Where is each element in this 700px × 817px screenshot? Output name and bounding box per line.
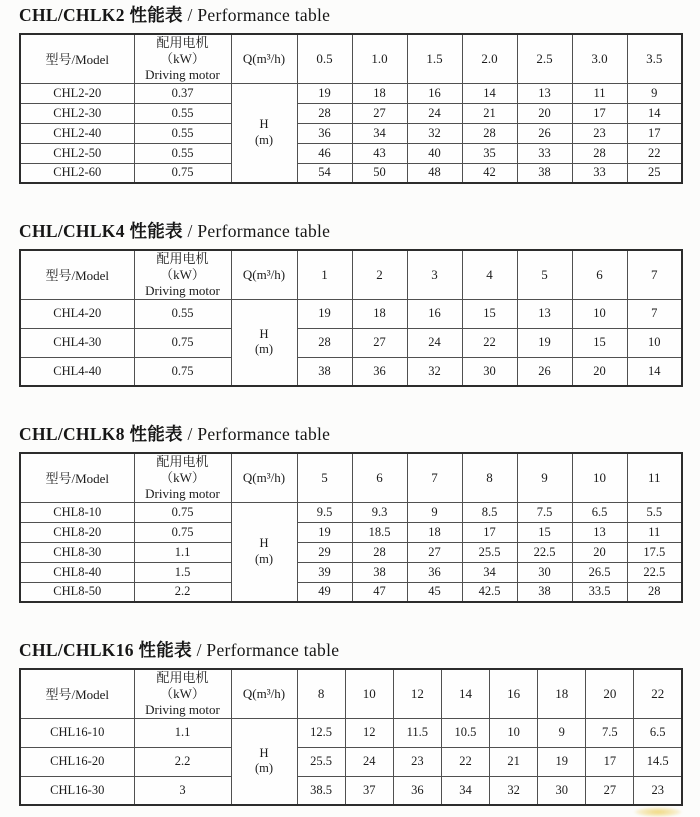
flow-value-header: 3.0 bbox=[572, 34, 627, 83]
flow-value-header: 0.5 bbox=[297, 34, 352, 83]
head-value-cell: 22.5 bbox=[627, 562, 682, 582]
head-unit-cell bbox=[231, 299, 297, 386]
head-value-cell: 34 bbox=[441, 776, 489, 805]
motor-column-header bbox=[134, 669, 231, 718]
head-value-cell: 27 bbox=[586, 776, 634, 805]
motor-label-cn: 配用电机（kW） bbox=[156, 670, 209, 701]
motor-kw-cell: 0.55 bbox=[134, 299, 231, 328]
section-title-en: / Performance table bbox=[187, 424, 331, 444]
head-value-cell: 10.5 bbox=[441, 718, 489, 747]
table-row bbox=[20, 502, 682, 522]
head-value-cell: 29 bbox=[297, 542, 352, 562]
motor-kw-cell: 1.1 bbox=[134, 718, 231, 747]
model-cell: CHL8-30 bbox=[20, 542, 134, 562]
table-header bbox=[20, 250, 682, 299]
head-unit-cell bbox=[231, 718, 297, 805]
flow-value-header: 8 bbox=[462, 453, 517, 502]
flow-value-header: 14 bbox=[441, 669, 489, 718]
flow-value-header: 2 bbox=[352, 250, 407, 299]
model-column-header: 型号/Model bbox=[20, 250, 134, 299]
head-value-cell: 24 bbox=[407, 103, 462, 123]
head-value-cell: 14.5 bbox=[634, 747, 682, 776]
model-column-header: 型号/Model bbox=[20, 453, 134, 502]
section-title-en: / Performance table bbox=[196, 640, 340, 660]
table-row bbox=[20, 103, 682, 123]
motor-label-cn: 配用电机（kW） bbox=[156, 35, 209, 66]
head-value-cell: 19 bbox=[297, 83, 352, 103]
head-value-cell: 22.5 bbox=[517, 542, 572, 562]
motor-label-en: Driving motor bbox=[145, 485, 220, 501]
header-row bbox=[20, 453, 682, 502]
head-value-cell: 15 bbox=[462, 299, 517, 328]
head-unit-meters: (m) bbox=[254, 761, 274, 776]
head-value-cell: 36 bbox=[297, 123, 352, 143]
head-value-cell: 24 bbox=[407, 328, 462, 357]
table-row bbox=[20, 582, 682, 602]
motor-kw-cell: 0.55 bbox=[134, 103, 231, 123]
table-row bbox=[20, 718, 682, 747]
head-value-cell: 17.5 bbox=[627, 542, 682, 562]
head-value-cell: 12.5 bbox=[297, 718, 345, 747]
model-cell: CHL2-30 bbox=[20, 103, 134, 123]
model-cell: CHL2-40 bbox=[20, 123, 134, 143]
table-row bbox=[20, 542, 682, 562]
flow-value-header: 12 bbox=[393, 669, 441, 718]
head-unit-meters: (m) bbox=[254, 342, 274, 357]
model-cell: CHL4-40 bbox=[20, 357, 134, 386]
table-body bbox=[20, 299, 682, 386]
motor-column-header bbox=[134, 453, 231, 502]
head-value-cell: 28 bbox=[297, 328, 352, 357]
head-value-cell: 12 bbox=[345, 718, 393, 747]
motor-kw-cell: 1.5 bbox=[134, 562, 231, 582]
head-value-cell: 28 bbox=[572, 143, 627, 163]
motor-kw-cell: 0.75 bbox=[134, 522, 231, 542]
motor-kw-cell: 0.75 bbox=[134, 357, 231, 386]
model-cell: CHL2-20 bbox=[20, 83, 134, 103]
head-value-cell: 18.5 bbox=[352, 522, 407, 542]
head-value-cell: 14 bbox=[627, 103, 682, 123]
motor-label-cn: 配用电机（kW） bbox=[156, 251, 209, 282]
header-row bbox=[20, 669, 682, 718]
model-cell: CHL16-10 bbox=[20, 718, 134, 747]
head-value-cell: 9 bbox=[407, 502, 462, 522]
table-row bbox=[20, 357, 682, 386]
model-cell: CHL8-40 bbox=[20, 562, 134, 582]
table-row bbox=[20, 328, 682, 357]
table-row bbox=[20, 562, 682, 582]
head-value-cell: 28 bbox=[352, 542, 407, 562]
head-value-cell: 36 bbox=[393, 776, 441, 805]
head-value-cell: 38.5 bbox=[297, 776, 345, 805]
head-value-cell: 17 bbox=[627, 123, 682, 143]
head-value-cell: 9 bbox=[627, 83, 682, 103]
head-value-cell: 6.5 bbox=[572, 502, 627, 522]
flow-value-header: 20 bbox=[586, 669, 634, 718]
motor-kw-cell: 2.2 bbox=[134, 747, 231, 776]
head-unit-symbol: H bbox=[259, 117, 269, 132]
head-value-cell: 27 bbox=[352, 328, 407, 357]
head-value-cell: 6.5 bbox=[634, 718, 682, 747]
model-cell: CHL16-30 bbox=[20, 776, 134, 805]
motor-label-en: Driving motor bbox=[145, 66, 220, 82]
head-value-cell: 23 bbox=[572, 123, 627, 143]
performance-section-chl-chlk2 bbox=[19, 5, 685, 184]
performance-table-chl-chlk16 bbox=[19, 668, 683, 806]
head-value-cell: 26.5 bbox=[572, 562, 627, 582]
head-unit-symbol: H bbox=[259, 326, 269, 341]
head-value-cell: 18 bbox=[352, 83, 407, 103]
table-body bbox=[20, 83, 682, 183]
head-value-cell: 43 bbox=[352, 143, 407, 163]
model-cell: CHL8-50 bbox=[20, 582, 134, 602]
head-value-cell: 48 bbox=[407, 163, 462, 183]
head-value-cell: 33 bbox=[572, 163, 627, 183]
head-value-cell: 32 bbox=[407, 357, 462, 386]
section-title-en: / Performance table bbox=[187, 5, 331, 25]
head-value-cell: 9 bbox=[538, 718, 586, 747]
head-value-cell: 19 bbox=[538, 747, 586, 776]
head-value-cell: 11.5 bbox=[393, 718, 441, 747]
flow-value-header: 8 bbox=[297, 669, 345, 718]
head-value-cell: 23 bbox=[634, 776, 682, 805]
flow-value-header: 1.0 bbox=[352, 34, 407, 83]
model-cell: CHL4-20 bbox=[20, 299, 134, 328]
head-value-cell: 38 bbox=[297, 357, 352, 386]
section-title-model: CHL/CHLK8 性能表 bbox=[19, 424, 183, 444]
table-body bbox=[20, 502, 682, 602]
section-title-en: / Performance table bbox=[187, 221, 331, 241]
performance-section-chl-chlk8 bbox=[19, 424, 685, 603]
section-title bbox=[19, 221, 685, 242]
head-value-cell: 7.5 bbox=[517, 502, 572, 522]
flow-value-header: 5 bbox=[297, 453, 352, 502]
head-value-cell: 33.5 bbox=[572, 582, 627, 602]
head-value-cell: 37 bbox=[345, 776, 393, 805]
flow-value-header: 2.0 bbox=[462, 34, 517, 83]
head-value-cell: 7 bbox=[627, 299, 682, 328]
head-value-cell: 15 bbox=[572, 328, 627, 357]
motor-kw-cell: 2.2 bbox=[134, 582, 231, 602]
flow-value-header: 6 bbox=[572, 250, 627, 299]
head-value-cell: 9.5 bbox=[297, 502, 352, 522]
head-value-cell: 50 bbox=[352, 163, 407, 183]
flow-value-header: 10 bbox=[345, 669, 393, 718]
head-value-cell: 38 bbox=[517, 163, 572, 183]
section-title bbox=[19, 5, 685, 26]
head-value-cell: 7.5 bbox=[586, 718, 634, 747]
motor-kw-cell: 0.55 bbox=[134, 123, 231, 143]
head-value-cell: 13 bbox=[517, 83, 572, 103]
motor-kw-cell: 0.37 bbox=[134, 83, 231, 103]
head-unit-cell bbox=[231, 502, 297, 602]
flow-value-header: 5 bbox=[517, 250, 572, 299]
head-value-cell: 24 bbox=[345, 747, 393, 776]
flow-value-header: 3.5 bbox=[627, 34, 682, 83]
head-value-cell: 25.5 bbox=[297, 747, 345, 776]
table-row bbox=[20, 83, 682, 103]
head-value-cell: 27 bbox=[407, 542, 462, 562]
performance-section-chl-chlk16 bbox=[19, 640, 685, 806]
motor-label-en: Driving motor bbox=[145, 282, 220, 298]
head-value-cell: 21 bbox=[462, 103, 517, 123]
head-value-cell: 17 bbox=[586, 747, 634, 776]
head-value-cell: 30 bbox=[517, 562, 572, 582]
motor-kw-cell: 0.75 bbox=[134, 328, 231, 357]
head-value-cell: 9.3 bbox=[352, 502, 407, 522]
head-value-cell: 35 bbox=[462, 143, 517, 163]
head-value-cell: 28 bbox=[297, 103, 352, 123]
motor-column-header bbox=[134, 250, 231, 299]
head-unit-symbol: H bbox=[259, 745, 269, 760]
head-value-cell: 19 bbox=[517, 328, 572, 357]
table-header bbox=[20, 34, 682, 83]
head-value-cell: 10 bbox=[627, 328, 682, 357]
flow-value-header: 4 bbox=[462, 250, 517, 299]
table-row bbox=[20, 123, 682, 143]
performance-table-chl-chlk2 bbox=[19, 33, 683, 184]
head-value-cell: 17 bbox=[572, 103, 627, 123]
model-cell: CHL16-20 bbox=[20, 747, 134, 776]
head-value-cell: 38 bbox=[352, 562, 407, 582]
head-value-cell: 25.5 bbox=[462, 542, 517, 562]
motor-kw-cell: 1.1 bbox=[134, 542, 231, 562]
head-value-cell: 21 bbox=[490, 747, 538, 776]
section-title-model: CHL/CHLK4 性能表 bbox=[19, 221, 183, 241]
head-value-cell: 18 bbox=[352, 299, 407, 328]
head-value-cell: 45 bbox=[407, 582, 462, 602]
motor-kw-cell: 0.75 bbox=[134, 163, 231, 183]
head-value-cell: 15 bbox=[517, 522, 572, 542]
section-title-model: CHL/CHLK16 性能表 bbox=[19, 640, 192, 660]
head-value-cell: 38 bbox=[517, 582, 572, 602]
table-row bbox=[20, 776, 682, 805]
flow-value-header: 11 bbox=[627, 453, 682, 502]
table-row bbox=[20, 299, 682, 328]
head-value-cell: 30 bbox=[462, 357, 517, 386]
head-value-cell: 20 bbox=[572, 357, 627, 386]
motor-label-cn: 配用电机（kW） bbox=[156, 454, 209, 485]
flow-value-header: 7 bbox=[407, 453, 462, 502]
head-value-cell: 26 bbox=[517, 357, 572, 386]
model-cell: CHL2-60 bbox=[20, 163, 134, 183]
model-column-header: 型号/Model bbox=[20, 669, 134, 718]
head-value-cell: 10 bbox=[490, 718, 538, 747]
head-value-cell: 46 bbox=[297, 143, 352, 163]
head-value-cell: 13 bbox=[517, 299, 572, 328]
model-column-header: 型号/Model bbox=[20, 34, 134, 83]
flow-value-header: 1 bbox=[297, 250, 352, 299]
table-header bbox=[20, 669, 682, 718]
head-value-cell: 16 bbox=[407, 299, 462, 328]
head-value-cell: 32 bbox=[407, 123, 462, 143]
head-value-cell: 14 bbox=[462, 83, 517, 103]
table-row bbox=[20, 143, 682, 163]
performance-table-chl-chlk4 bbox=[19, 249, 683, 387]
head-value-cell: 36 bbox=[352, 357, 407, 386]
head-value-cell: 39 bbox=[297, 562, 352, 582]
head-value-cell: 47 bbox=[352, 582, 407, 602]
model-cell: CHL8-20 bbox=[20, 522, 134, 542]
head-value-cell: 28 bbox=[627, 582, 682, 602]
head-value-cell: 16 bbox=[407, 83, 462, 103]
head-value-cell: 10 bbox=[572, 299, 627, 328]
head-value-cell: 26 bbox=[517, 123, 572, 143]
head-value-cell: 23 bbox=[393, 747, 441, 776]
head-unit-symbol: H bbox=[259, 536, 269, 551]
model-cell: CHL8-10 bbox=[20, 502, 134, 522]
flow-value-header: 9 bbox=[517, 453, 572, 502]
scan-artifact-smudge bbox=[634, 807, 682, 817]
head-value-cell: 22 bbox=[441, 747, 489, 776]
flow-value-header: 22 bbox=[634, 669, 682, 718]
section-title bbox=[19, 424, 685, 445]
flow-value-header: 10 bbox=[572, 453, 627, 502]
head-value-cell: 14 bbox=[627, 357, 682, 386]
head-value-cell: 42 bbox=[462, 163, 517, 183]
head-value-cell: 18 bbox=[407, 522, 462, 542]
head-value-cell: 13 bbox=[572, 522, 627, 542]
head-unit-meters: (m) bbox=[254, 132, 274, 147]
head-value-cell: 17 bbox=[462, 522, 517, 542]
head-value-cell: 28 bbox=[462, 123, 517, 143]
head-value-cell: 36 bbox=[407, 562, 462, 582]
performance-table-chl-chlk8 bbox=[19, 452, 683, 603]
flow-column-header: Q(m³/h) bbox=[231, 250, 297, 299]
head-unit-cell bbox=[231, 83, 297, 183]
motor-label-en: Driving motor bbox=[145, 701, 220, 717]
model-cell: CHL2-50 bbox=[20, 143, 134, 163]
table-row bbox=[20, 163, 682, 183]
flow-value-header: 3 bbox=[407, 250, 462, 299]
flow-value-header: 6 bbox=[352, 453, 407, 502]
performance-section-chl-chlk4 bbox=[19, 221, 685, 387]
head-value-cell: 34 bbox=[462, 562, 517, 582]
section-title-model: CHL/CHLK2 性能表 bbox=[19, 5, 183, 25]
head-value-cell: 49 bbox=[297, 582, 352, 602]
head-value-cell: 11 bbox=[572, 83, 627, 103]
table-row bbox=[20, 522, 682, 542]
head-value-cell: 19 bbox=[297, 299, 352, 328]
head-value-cell: 19 bbox=[297, 522, 352, 542]
head-value-cell: 34 bbox=[352, 123, 407, 143]
motor-kw-cell: 0.75 bbox=[134, 502, 231, 522]
flow-value-header: 1.5 bbox=[407, 34, 462, 83]
table-body bbox=[20, 718, 682, 805]
head-value-cell: 40 bbox=[407, 143, 462, 163]
head-value-cell: 20 bbox=[517, 103, 572, 123]
header-row bbox=[20, 34, 682, 83]
head-value-cell: 5.5 bbox=[627, 502, 682, 522]
motor-kw-cell: 0.55 bbox=[134, 143, 231, 163]
head-value-cell: 33 bbox=[517, 143, 572, 163]
model-cell: CHL4-30 bbox=[20, 328, 134, 357]
section-title bbox=[19, 640, 685, 661]
head-value-cell: 25 bbox=[627, 163, 682, 183]
flow-column-header: Q(m³/h) bbox=[231, 34, 297, 83]
head-value-cell: 54 bbox=[297, 163, 352, 183]
head-value-cell: 22 bbox=[462, 328, 517, 357]
motor-column-header bbox=[134, 34, 231, 83]
head-value-cell: 30 bbox=[538, 776, 586, 805]
head-value-cell: 11 bbox=[627, 522, 682, 542]
head-value-cell: 32 bbox=[490, 776, 538, 805]
flow-value-header: 2.5 bbox=[517, 34, 572, 83]
flow-column-header: Q(m³/h) bbox=[231, 453, 297, 502]
table-header bbox=[20, 453, 682, 502]
flow-value-header: 16 bbox=[490, 669, 538, 718]
head-unit-meters: (m) bbox=[254, 551, 274, 566]
head-value-cell: 22 bbox=[627, 143, 682, 163]
flow-column-header: Q(m³/h) bbox=[231, 669, 297, 718]
head-value-cell: 42.5 bbox=[462, 582, 517, 602]
head-value-cell: 8.5 bbox=[462, 502, 517, 522]
head-value-cell: 27 bbox=[352, 103, 407, 123]
flow-value-header: 18 bbox=[538, 669, 586, 718]
flow-value-header: 7 bbox=[627, 250, 682, 299]
motor-kw-cell: 3 bbox=[134, 776, 231, 805]
header-row bbox=[20, 250, 682, 299]
head-value-cell: 20 bbox=[572, 542, 627, 562]
table-row bbox=[20, 747, 682, 776]
